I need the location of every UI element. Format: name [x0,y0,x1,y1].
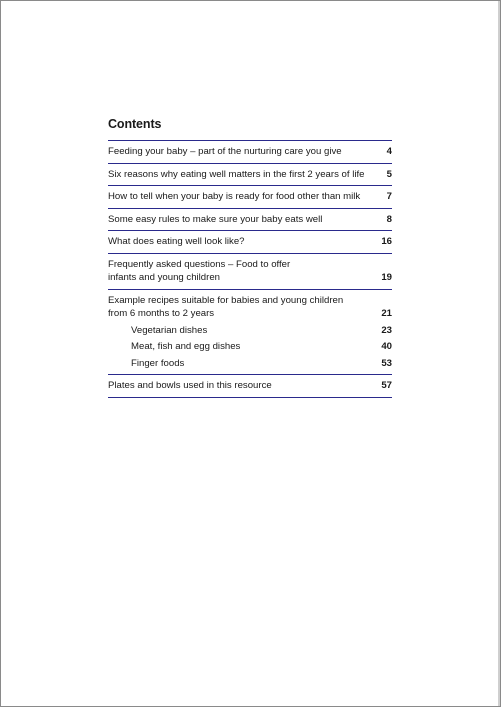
toc-entry-label: How to tell when your baby is ready for food other than milk [108,191,361,202]
toc-subentry-label: Meat, fish and egg dishes [131,341,241,352]
toc-entry-page: 21 [381,308,392,319]
toc-entry-label: Six reasons why eating well matters in the first 2 years of life [108,168,365,180]
contents-heading: Contents [108,117,162,131]
toc-entry-label-line1: Example recipes suitable for babies and young children [108,294,344,306]
toc-entry-label [108,258,368,285]
toc-entry[interactable] [108,375,392,398]
toc-entry-label-line2: from 6 months to 2 years [108,308,215,319]
toc-entry-page: 57 [381,380,392,391]
toc-entry-page: 5 [386,168,392,180]
toc-entry[interactable] [108,186,392,209]
toc-entry[interactable] [108,290,392,376]
toc-entry[interactable] [108,141,392,164]
toc-entry-page: 16 [381,236,392,247]
toc-entry-page: 19 [381,272,392,283]
toc-entry-label: Some easy rules to make sure your baby eats well [108,213,323,225]
contents-section [108,117,392,398]
toc-subentry[interactable] [108,357,392,371]
toc-subentry-page: 23 [381,324,392,336]
page-edge-shadow [498,1,500,706]
toc-entry-label-line1: Frequently asked questions – Food to offer [108,258,291,270]
toc-subentry-label: Vegetarian dishes [131,324,208,336]
toc-subentry-page: 53 [381,357,392,369]
toc-entry-label: What does eating well look like? [108,236,245,247]
toc-entry[interactable] [108,164,392,187]
toc-subentry-page: 40 [381,341,392,352]
toc-entry-label [108,294,368,321]
table-of-contents [108,140,392,398]
toc-entry[interactable] [108,254,392,290]
toc-entry-page: 7 [386,191,392,202]
toc-entry-label-line2: infants and young children [108,272,221,283]
toc-subentry-label: Finger foods [131,357,185,369]
toc-entry-page: 4 [386,146,392,157]
toc-entry-label: Feeding your baby – part of the nurturing care you give [108,146,342,157]
toc-subentry[interactable] [108,340,392,354]
toc-entry[interactable] [108,209,392,232]
toc-entry-page: 8 [386,213,392,225]
toc-entry[interactable] [108,231,392,254]
toc-subentry[interactable] [108,324,392,338]
toc-entry-label: Plates and bowls used in this resource [108,380,272,391]
